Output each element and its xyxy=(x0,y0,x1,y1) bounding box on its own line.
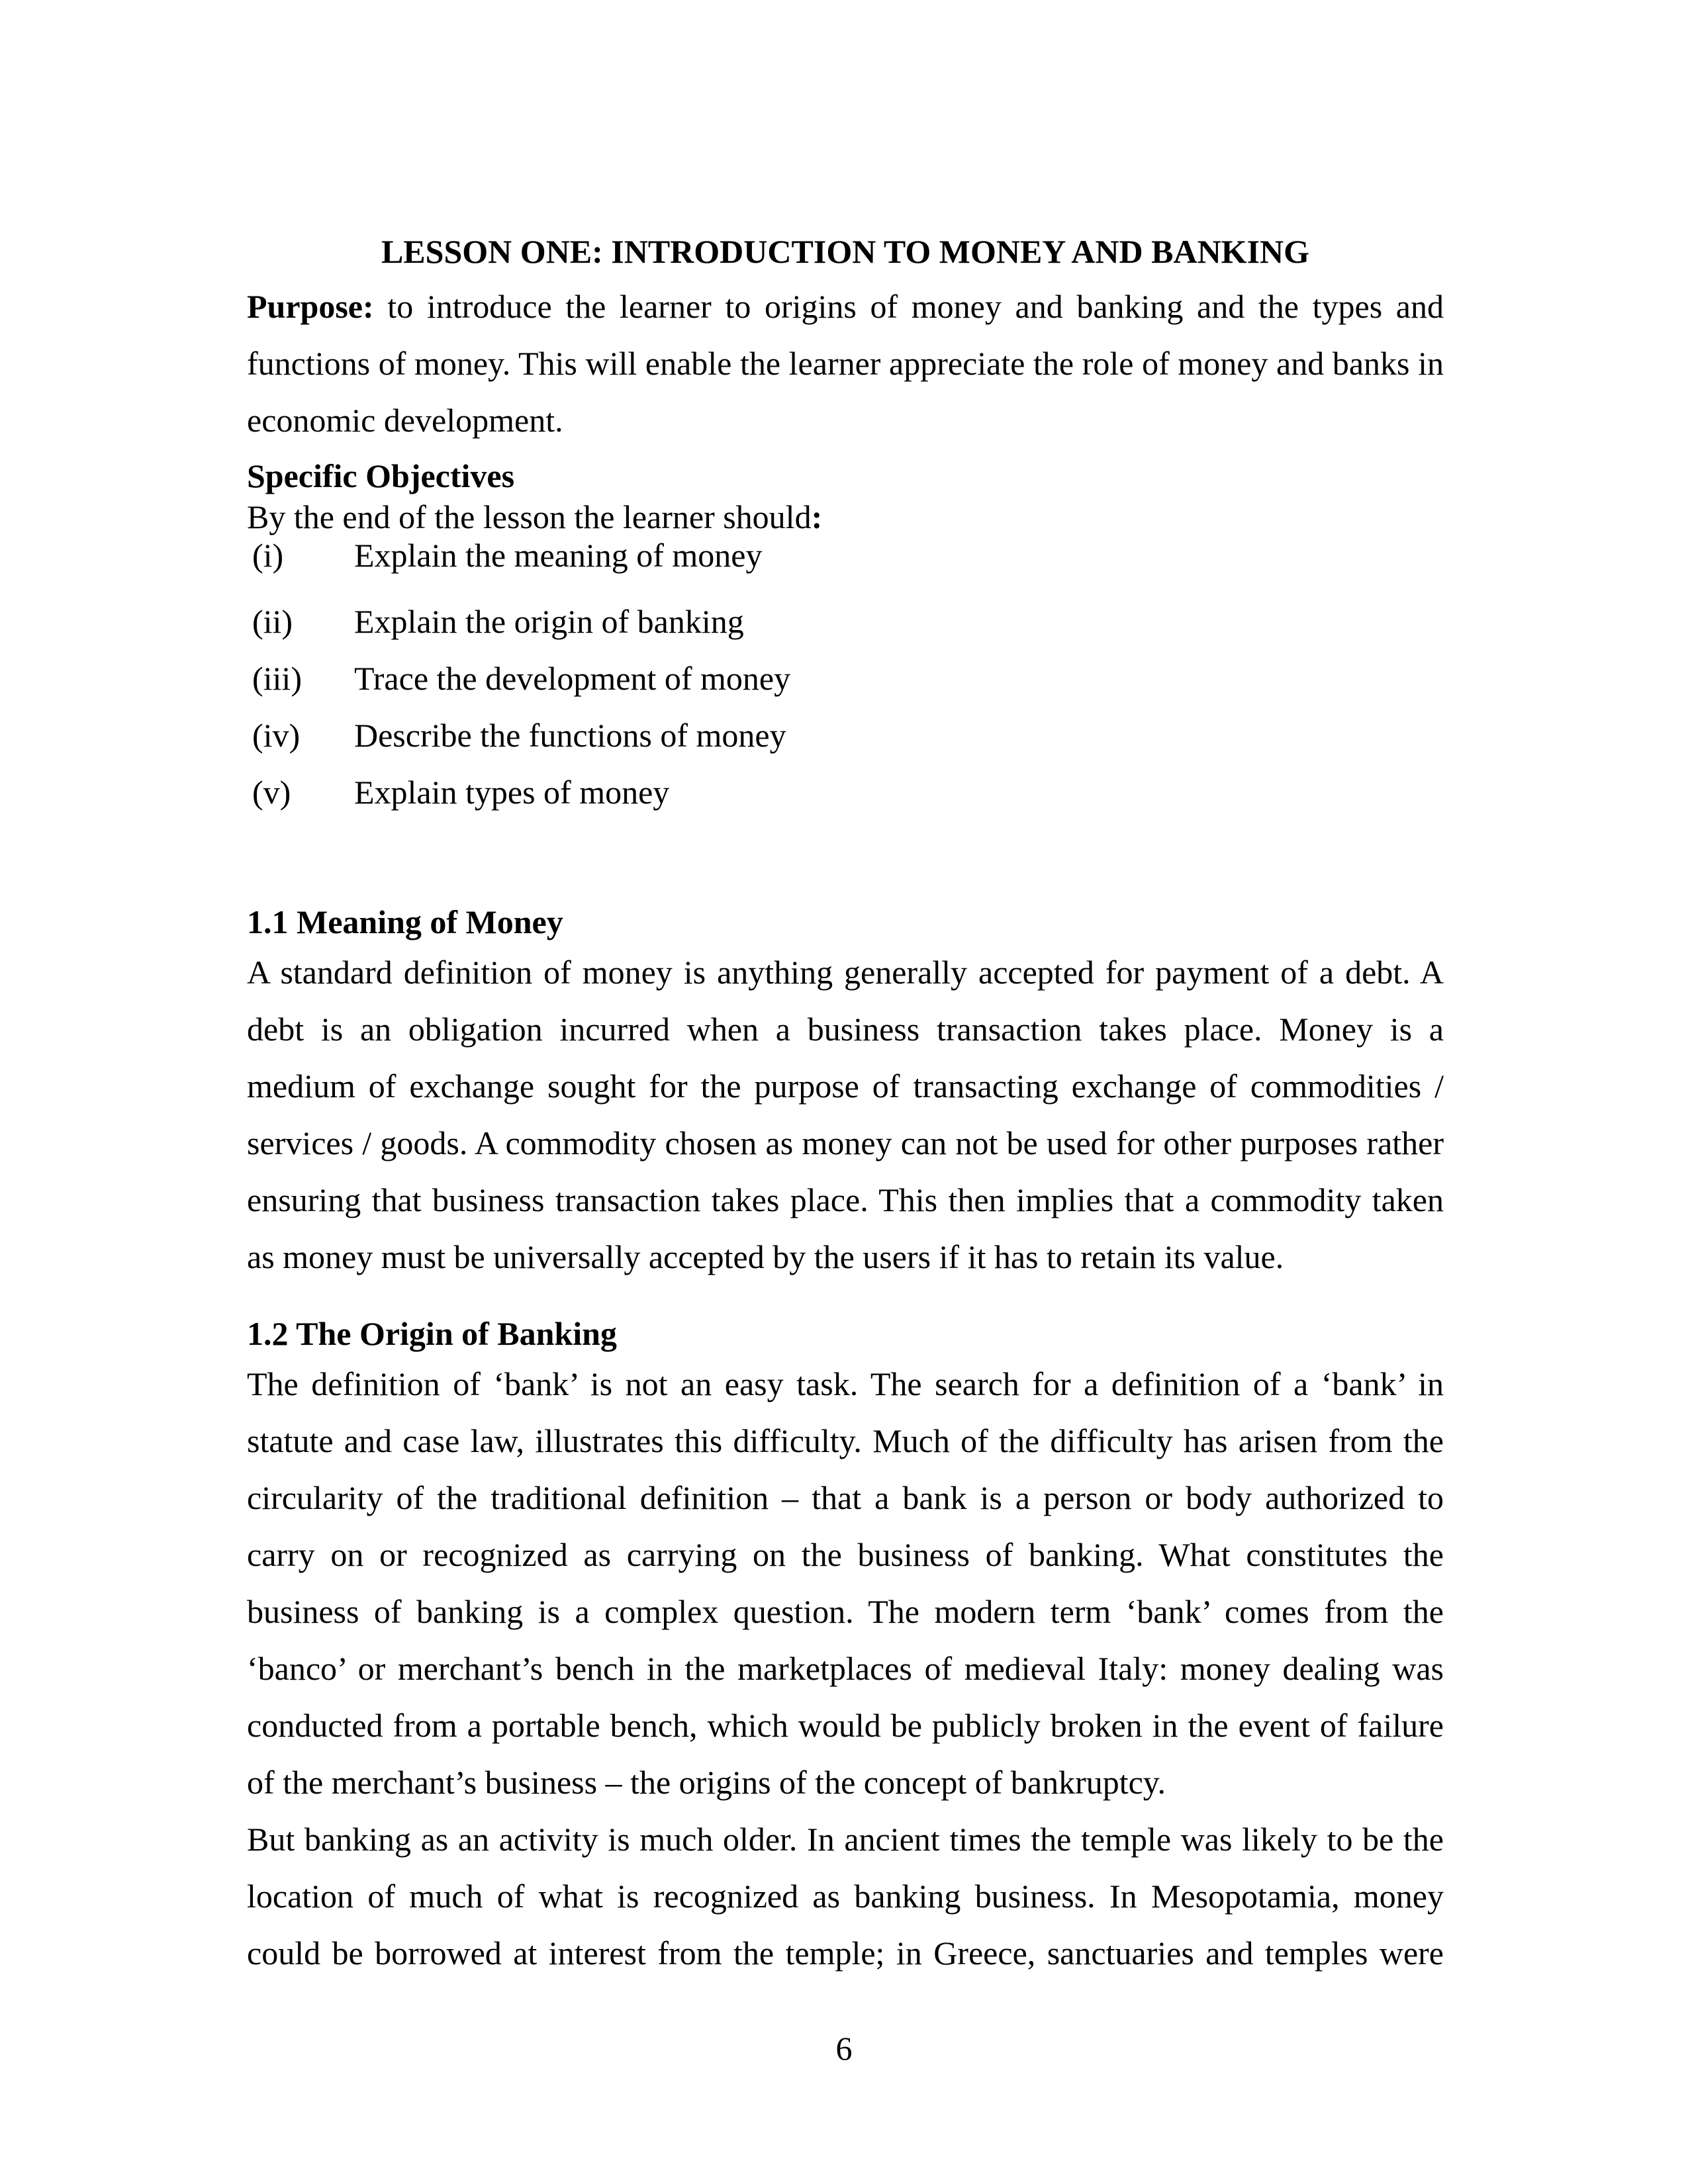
section-heading: 1.2 The Origin of Banking xyxy=(247,1315,617,1352)
objectives-heading: Specific Objectives xyxy=(247,457,515,494)
section-origin-of-banking xyxy=(247,1312,1444,1981)
section-paragraph: But banking as an activity is much older. In ancient times the temple was likely to be the location of much of what is recognized as banking business. In Mesopotamia, money could be borrowed at interest from the temple; in Greece, sanctuaries and temples were xyxy=(247,1821,1444,1972)
spacer xyxy=(247,1285,1444,1312)
objective-text: Explain types of money xyxy=(354,774,670,811)
purpose-paragraph xyxy=(247,278,1444,449)
objective-item xyxy=(247,536,1444,574)
section-heading: 1.1 Meaning of Money xyxy=(247,903,563,940)
objective-number: (iii) xyxy=(252,660,302,697)
spacer xyxy=(247,821,1444,900)
objective-number: (v) xyxy=(252,774,291,811)
objective-text: Explain the origin of banking xyxy=(354,603,744,640)
objective-item xyxy=(247,764,1444,821)
section-meaning-of-money xyxy=(247,900,1444,1285)
objectives-intro xyxy=(247,498,1444,536)
objective-number: (ii) xyxy=(252,603,293,640)
objective-text: Explain the meaning of money xyxy=(354,537,763,574)
objective-item xyxy=(247,593,1444,650)
objective-item xyxy=(247,707,1444,764)
objectives-list xyxy=(247,536,1444,821)
spacer xyxy=(247,449,1444,454)
objective-text: Describe the functions of money xyxy=(354,717,786,754)
objective-item xyxy=(247,650,1444,707)
purpose-label: Purpose: xyxy=(247,288,374,325)
section-paragraph: A standard definition of money is anything generally accepted for payment of a debt. A debt is an obligation incurred when a business transaction takes place. Money is a medium of exchange sought for the purpose of transacting exchange of commodities / services / goods. A commodity chosen as money can not be used for other purposes rather ensuring that business transaction takes place. This then implies that a commodity taken as money must be universally accepted by the users if it has to retain its value. xyxy=(247,954,1444,1275)
objectives-intro-text: By the end of the lesson the learner should xyxy=(247,498,812,535)
page-number: 6 xyxy=(835,2030,853,2067)
objective-text: Trace the development of money xyxy=(354,660,791,697)
section-paragraph: The definition of ‘bank’ is not an easy task. The search for a definition of a ‘bank’ in statute and case law, illustrates this difficulty. Much of the difficulty has arisen from the circularity of the traditional definition – that a bank is a person or body authorized to carry on or recognized as carrying on the business of banking. What constitutes the business of banking is a complex question. The modern term ‘bank’ comes from the ‘banco’ or merchant’s bench in the marketplaces of medieval Italy: money dealing was conducted from a portable bench, which would be publicly broken in the event of failure of the merchant’s business – the origins of the concept of bankruptcy. xyxy=(247,1365,1444,1801)
objectives-intro-colon: : xyxy=(811,498,823,535)
objective-number: (i) xyxy=(252,537,284,574)
lesson-title: LESSON ONE: INTRODUCTION TO MONEY AND BANKING xyxy=(381,233,1310,270)
page-content xyxy=(247,225,1444,1981)
purpose-text: to introduce the learner to origins of money and banking and the types and functions of money. This will enable the learner appreciate the role of money and banks in economic development. xyxy=(247,288,1444,439)
objective-number: (iv) xyxy=(252,717,301,754)
